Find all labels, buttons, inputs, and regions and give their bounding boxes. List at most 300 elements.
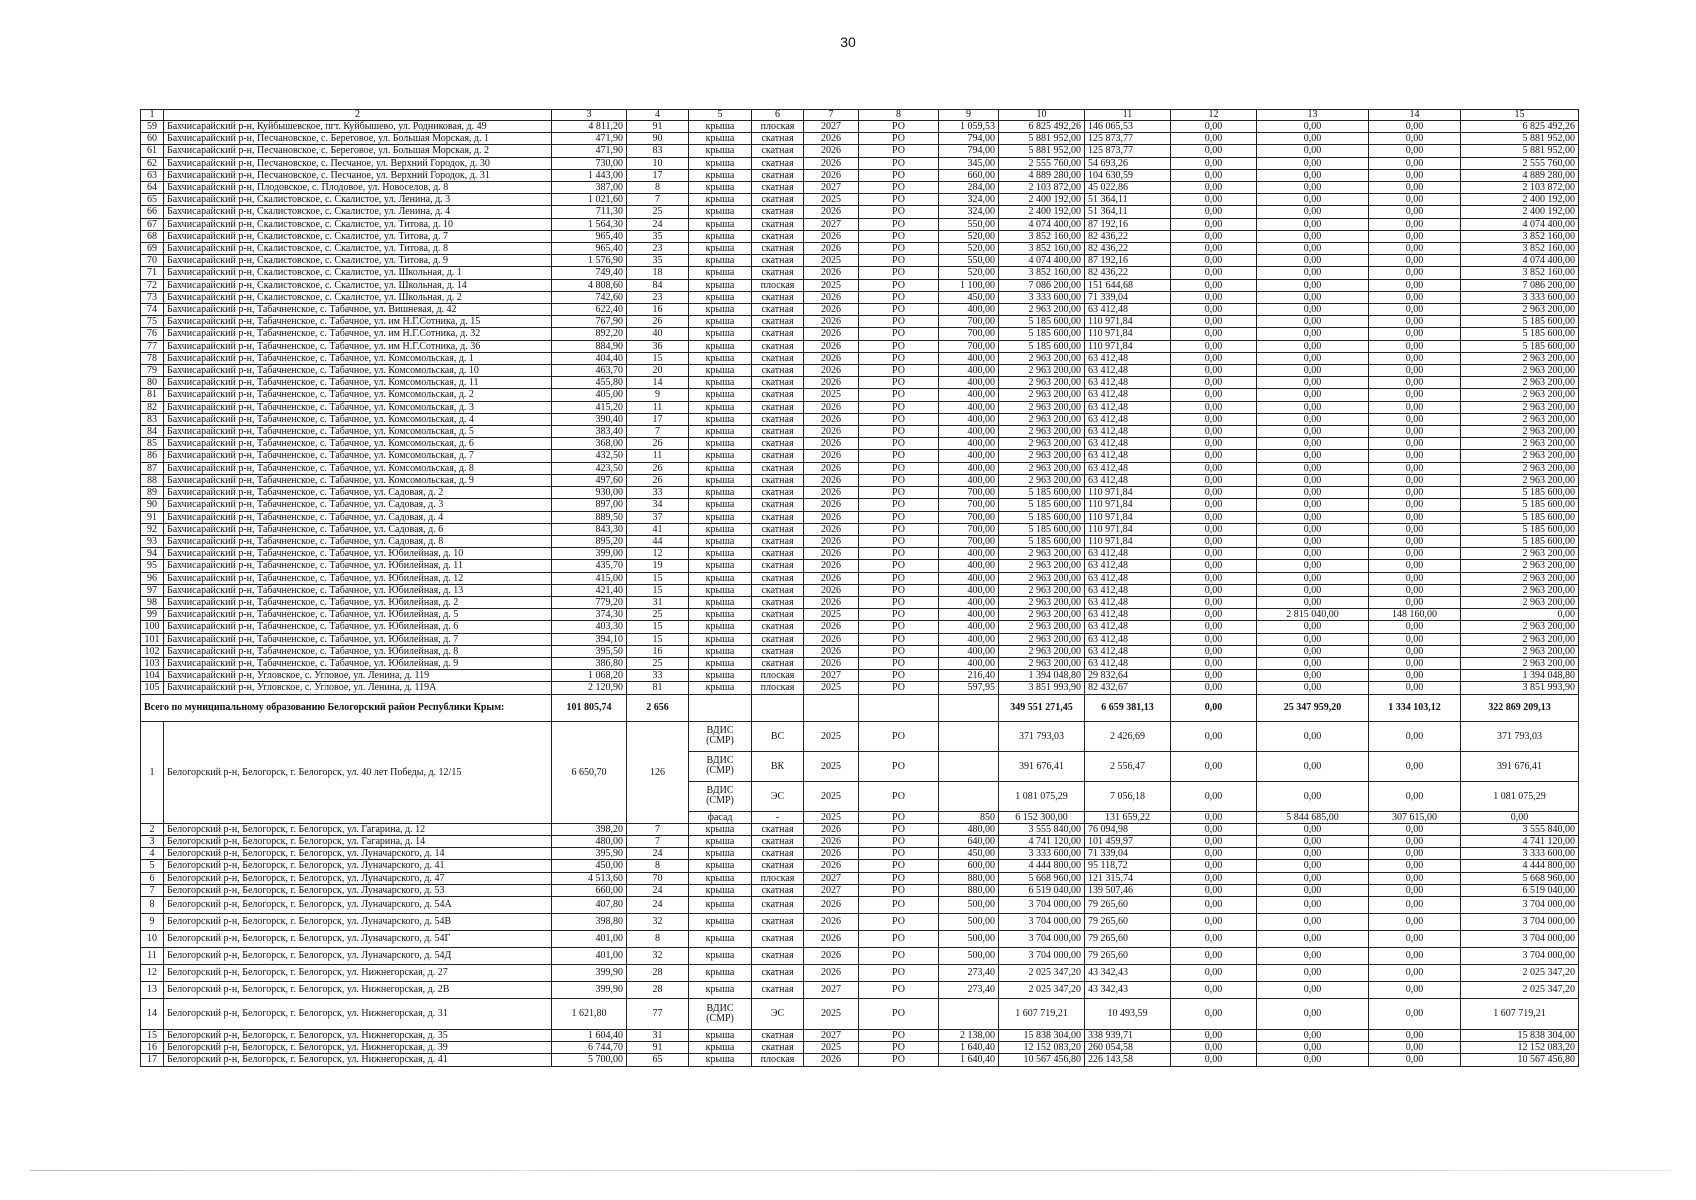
table-cell: 85 <box>141 438 164 450</box>
table-cell: 7 <box>141 884 164 896</box>
table-cell: 794,00 <box>939 133 999 145</box>
table-cell: 0,00 <box>1171 1042 1257 1054</box>
table-cell: 423,50 <box>552 462 627 474</box>
table-cell: 2026 <box>804 413 859 425</box>
table-cell: 2 963 200,00 <box>1461 426 1579 438</box>
table-cell: 1 621,80 <box>552 998 627 1029</box>
table-cell: Белогорский р-н, Белогорск, г. Белогорск, ул. Луначарского, д. 14 <box>164 848 552 860</box>
table-cell: 1 607 719,21 <box>1461 998 1579 1029</box>
table-cell: 9 <box>627 389 689 401</box>
table-cell: 98 <box>141 596 164 608</box>
table-row <box>141 389 1579 401</box>
table-cell: Белогорский р-н, Белогорск, г. Белогорск, ул. Луначарского, д. 53 <box>164 884 552 896</box>
table-cell: 5 185 600,00 <box>1461 328 1579 340</box>
table-cell: 0,00 <box>1171 1029 1257 1041</box>
table-row <box>141 645 1579 657</box>
table-row <box>141 279 1579 291</box>
table-cell: 0,00 <box>1369 947 1461 964</box>
table-cell: 126 <box>627 721 689 823</box>
table-cell: Бахчисарайский р-н, Угловское, с. Угловое, ул. Ленина, д. 119 <box>164 670 552 682</box>
table-cell: 767,90 <box>552 316 627 328</box>
table-cell: 0,00 <box>1257 621 1369 633</box>
table-cell: 404,40 <box>552 352 627 364</box>
table-cell: Бахчисарайский р-н, Табачненское, с. Табачное, ул. Комсомольская, д. 7 <box>164 450 552 462</box>
table-row <box>141 243 1579 255</box>
table-cell: 0,00 <box>1369 316 1461 328</box>
table-cell: РО <box>859 998 939 1029</box>
table-cell: Бахчисарайский р-н, Куйбышевское, пгт. Куйбышево, ул. Родниковая, д. 49 <box>164 121 552 133</box>
table-cell: 81 <box>627 682 689 694</box>
table-cell: 897,00 <box>552 499 627 511</box>
table-cell: 110 971,84 <box>1085 316 1171 328</box>
table-cell: 2 963 200,00 <box>1461 572 1579 584</box>
table-cell: 2027 <box>804 884 859 896</box>
table-cell: 5 185 600,00 <box>1461 340 1579 352</box>
table-cell: 480,00 <box>552 835 627 847</box>
table-cell: 226 143,58 <box>1085 1054 1171 1066</box>
table-cell: 63 412,48 <box>1085 304 1171 316</box>
table-cell: 0,00 <box>1171 947 1257 964</box>
table-cell: 398,80 <box>552 913 627 930</box>
table-cell: РО <box>859 121 939 133</box>
table-cell: 2 556,47 <box>1085 751 1171 781</box>
table-cell: 2 555 760,00 <box>1461 157 1579 169</box>
table-cell: 2026 <box>804 523 859 535</box>
table-cell: РО <box>859 243 939 255</box>
table-cell: крыша <box>689 243 752 255</box>
table-row <box>141 304 1579 316</box>
table-cell: 31 <box>627 1029 689 1041</box>
table-cell: 2026 <box>804 169 859 181</box>
table-cell: 398,20 <box>552 823 627 835</box>
table-cell: 89 <box>141 487 164 499</box>
table-cell: 0,00 <box>1257 947 1369 964</box>
table-row <box>141 884 1579 896</box>
table-cell: 0,00 <box>1257 548 1369 560</box>
table-cell: 0,00 <box>1171 316 1257 328</box>
table-row <box>141 913 1579 930</box>
table-cell: 371 793,03 <box>999 721 1085 751</box>
table-cell: 63 412,48 <box>1085 413 1171 425</box>
table-cell: 1 394 048,80 <box>999 670 1085 682</box>
table-cell: Бахчисарайский р-н, Табачненское, с. Табачное, ул. Комсомольская, д. 11 <box>164 377 552 389</box>
table-cell: РО <box>859 548 939 560</box>
column-number: 10 <box>999 110 1085 121</box>
table-cell: 0,00 <box>1369 645 1461 657</box>
table-cell: 0,00 <box>1369 548 1461 560</box>
table-cell: скатная <box>752 609 804 621</box>
table-cell: 65 <box>141 194 164 206</box>
scan-artifact-line <box>30 1170 1670 1171</box>
column-number: 6 <box>752 110 804 121</box>
table-cell: 33 <box>627 670 689 682</box>
table-cell: 1 394 048,80 <box>1461 670 1579 682</box>
table-cell: 2 400 192,00 <box>1461 194 1579 206</box>
table-cell: 0,00 <box>1171 377 1257 389</box>
table-cell: 0,00 <box>1257 474 1369 486</box>
table-cell: 1 443,00 <box>552 169 627 181</box>
table-cell: 2 963 200,00 <box>999 645 1085 657</box>
table-cell: 64 <box>141 182 164 194</box>
table-cell: 3 704 000,00 <box>1461 930 1579 947</box>
table-cell: 63 <box>141 169 164 181</box>
table-cell: 0,00 <box>1257 560 1369 572</box>
table-cell: 450,00 <box>939 291 999 303</box>
table-cell: скатная <box>752 596 804 608</box>
table-cell: 1 081 075,29 <box>1461 781 1579 811</box>
table-cell: 0,00 <box>1369 721 1461 751</box>
table-cell: 497,60 <box>552 474 627 486</box>
table-cell: 1 068,20 <box>552 670 627 682</box>
table-cell: скатная <box>752 560 804 572</box>
table-cell: 0,00 <box>1257 998 1369 1029</box>
table-cell: 11 <box>141 947 164 964</box>
table-cell: РО <box>859 194 939 206</box>
table-cell: 69 <box>141 243 164 255</box>
table-row <box>141 230 1579 242</box>
table-cell: 8 <box>141 896 164 913</box>
table-row <box>141 328 1579 340</box>
table-row <box>141 145 1579 157</box>
table-cell: 0,00 <box>1257 913 1369 930</box>
table-cell: 110 971,84 <box>1085 535 1171 547</box>
table-cell: 850 <box>939 811 999 823</box>
table-cell: скатная <box>752 426 804 438</box>
table-cell: 2026 <box>804 548 859 560</box>
table-cell: скатная <box>752 328 804 340</box>
table-row <box>141 572 1579 584</box>
table-cell: скатная <box>752 1042 804 1054</box>
table-cell: 0,00 <box>1369 291 1461 303</box>
table-cell: скатная <box>752 657 804 669</box>
table-cell: скатная <box>752 316 804 328</box>
table-cell: 711,30 <box>552 206 627 218</box>
table-cell: 2026 <box>804 621 859 633</box>
table-cell: 24 <box>627 218 689 230</box>
table-cell: скатная <box>752 981 804 998</box>
table-cell: Бахчисарайский р-н, Плодовское, с. Плодовое, ул. Новоселов, д. 8 <box>164 182 552 194</box>
column-number: 13 <box>1257 110 1369 121</box>
table-cell: 0,00 <box>1171 621 1257 633</box>
table-cell: 2026 <box>804 133 859 145</box>
table-cell: скатная <box>752 462 804 474</box>
table-cell: 12 152 083,20 <box>1461 1042 1579 1054</box>
table-cell: РО <box>859 499 939 511</box>
table-cell: скатная <box>752 947 804 964</box>
table-cell: 5 185 600,00 <box>999 328 1085 340</box>
table-cell: 0,00 <box>1171 206 1257 218</box>
table-cell: 3 852 160,00 <box>1461 267 1579 279</box>
table-cell: 2 963 200,00 <box>999 401 1085 413</box>
table-cell: 0,00 <box>1171 340 1257 352</box>
table-cell: 11 <box>627 450 689 462</box>
table-cell: 2026 <box>804 947 859 964</box>
column-number: 3 <box>552 110 627 121</box>
table-cell: 4 889 280,00 <box>1461 169 1579 181</box>
table-cell: РО <box>859 1054 939 1066</box>
table-cell: 0,00 <box>1257 835 1369 847</box>
table-cell: 471,90 <box>552 133 627 145</box>
table-cell: 2 656 <box>627 694 689 721</box>
table-cell: 2026 <box>804 487 859 499</box>
table-cell: 880,00 <box>939 884 999 896</box>
table-cell: скатная <box>752 230 804 242</box>
table-cell: 3 852 160,00 <box>1461 230 1579 242</box>
table-cell: 0,00 <box>1369 182 1461 194</box>
table-cell: 0,00 <box>1171 255 1257 267</box>
table-cell: крыша <box>689 1029 752 1041</box>
table-cell: 0,00 <box>1369 670 1461 682</box>
table-cell: 2 963 200,00 <box>999 596 1085 608</box>
table-cell: 0,00 <box>1171 230 1257 242</box>
table-cell: 0,00 <box>1369 657 1461 669</box>
table-cell: 82 436,22 <box>1085 230 1171 242</box>
table-cell: 0,00 <box>1369 848 1461 860</box>
table-cell: 0,00 <box>1171 133 1257 145</box>
table-cell: 0,00 <box>1369 751 1461 781</box>
table-cell: 18 <box>627 267 689 279</box>
table-cell: 0,00 <box>1257 121 1369 133</box>
table-cell: 20 <box>627 365 689 377</box>
table-cell: ВДИС (СМР) <box>689 998 752 1029</box>
table-cell: 2027 <box>804 872 859 884</box>
table-cell: 2 963 200,00 <box>999 621 1085 633</box>
table-cell: 742,60 <box>552 291 627 303</box>
table-cell: 324,00 <box>939 206 999 218</box>
table-cell: скатная <box>752 633 804 645</box>
table-cell: крыша <box>689 572 752 584</box>
table-cell: 415,20 <box>552 401 627 413</box>
table-cell: 72 <box>141 279 164 291</box>
table-cell: 2 400 192,00 <box>999 194 1085 206</box>
table-cell: 0,00 <box>1369 121 1461 133</box>
table-cell: 12 <box>141 964 164 981</box>
table-cell: 0,00 <box>1369 438 1461 450</box>
table-cell: РО <box>859 169 939 181</box>
table-row <box>141 340 1579 352</box>
table-cell: Бахчисарайский р-н, Табачненское, с. Табачное, ул. Юбилейная, д. 8 <box>164 645 552 657</box>
table-cell: скатная <box>752 511 804 523</box>
table-cell: 13 <box>141 981 164 998</box>
table-cell: 2025 <box>804 781 859 811</box>
table-cell: 2 963 200,00 <box>1461 548 1579 560</box>
table-cell: скатная <box>752 474 804 486</box>
table-row <box>141 1029 1579 1041</box>
table-cell: 125 873,77 <box>1085 145 1171 157</box>
table-cell: 2 025 347,20 <box>999 981 1085 998</box>
table-cell: Белогорский р-н, Белогорск, г. Белогорск, ул. Луначарского, д. 54В <box>164 913 552 930</box>
table-cell: 0,00 <box>1257 462 1369 474</box>
table-cell: 0,00 <box>1257 572 1369 584</box>
table-cell: 0,00 <box>1171 860 1257 872</box>
table-cell: Бахчисарайский р-н, Табачненское, с. Табачное, ул. Садовая, д. 8 <box>164 535 552 547</box>
table-cell: 0,00 <box>1369 377 1461 389</box>
table-cell: 15 838 304,00 <box>999 1029 1085 1041</box>
table-cell: Бахчисарайский р-н, Скалистовское, с. Скалистое, ул. Титова, д. 7 <box>164 230 552 242</box>
table-cell: 6 <box>141 872 164 884</box>
table-cell: 387,00 <box>552 182 627 194</box>
table-cell: 0,00 <box>1369 340 1461 352</box>
table-cell: Белогорский р-н, Белогорск, г. Белогорск, ул. Нижнегорская, д. 31 <box>164 998 552 1029</box>
table-cell: 59 <box>141 121 164 133</box>
table-cell: 5 881 952,00 <box>1461 145 1579 157</box>
table-cell: крыша <box>689 511 752 523</box>
table-cell: 2 963 200,00 <box>1461 401 1579 413</box>
table-cell: 2026 <box>804 930 859 947</box>
table-cell: скатная <box>752 401 804 413</box>
table-cell: 386,80 <box>552 657 627 669</box>
table-cell: 77 <box>141 340 164 352</box>
table-cell: 0,00 <box>1257 157 1369 169</box>
table-cell: 0,00 <box>1369 884 1461 896</box>
table-cell: 260 054,58 <box>1085 1042 1171 1054</box>
table-cell: скатная <box>752 133 804 145</box>
table-cell: РО <box>859 609 939 621</box>
table-cell: 383,40 <box>552 426 627 438</box>
table-cell: крыша <box>689 584 752 596</box>
table-cell: 2 963 200,00 <box>1461 633 1579 645</box>
table-cell: крыша <box>689 182 752 194</box>
column-number-row <box>141 110 1579 121</box>
table-cell: 0,00 <box>1257 255 1369 267</box>
table-cell: 0,00 <box>1257 1029 1369 1041</box>
table-cell: 0,00 <box>1171 584 1257 596</box>
table-cell: 2026 <box>804 596 859 608</box>
table-cell: 0,00 <box>1257 896 1369 913</box>
table-cell: 2026 <box>804 913 859 930</box>
table-cell: скатная <box>752 243 804 255</box>
table-cell: 0,00 <box>1369 835 1461 847</box>
table-cell: 0,00 <box>1257 377 1369 389</box>
table-cell: РО <box>859 389 939 401</box>
table-cell: 0,00 <box>1171 413 1257 425</box>
table-cell: 10 493,59 <box>1085 998 1171 1029</box>
table-cell: 1 576,90 <box>552 255 627 267</box>
table-cell: 0,00 <box>1369 413 1461 425</box>
table-cell: 17 <box>627 169 689 181</box>
table-cell: РО <box>859 670 939 682</box>
table-cell: 0,00 <box>1369 462 1461 474</box>
table-cell: Бахчисарайский р-н, Скалистовское, с. Скалистое, ул. Титова, д. 9 <box>164 255 552 267</box>
table-cell: 400,00 <box>939 657 999 669</box>
table-cell: 7 <box>627 426 689 438</box>
table-cell: 63 412,48 <box>1085 450 1171 462</box>
table-cell: 5 668 960,00 <box>1461 872 1579 884</box>
table-cell: 15 <box>627 352 689 364</box>
table-cell: РО <box>859 572 939 584</box>
table-cell: 2 963 200,00 <box>1461 352 1579 364</box>
table-cell: 0,00 <box>1369 230 1461 242</box>
table-cell: 0,00 <box>1369 682 1461 694</box>
table-cell: 394,10 <box>552 633 627 645</box>
table-row <box>141 291 1579 303</box>
table-cell: 550,00 <box>939 218 999 230</box>
table-cell: Белогорский р-н, Белогорск, г. Белогорск, ул. Луначарского, д. 54Г <box>164 930 552 947</box>
table-cell: 63 412,48 <box>1085 560 1171 572</box>
table-cell: 600,00 <box>939 860 999 872</box>
table-cell: 2025 <box>804 811 859 823</box>
table-cell: 2 963 200,00 <box>1461 584 1579 596</box>
table-cell: 403,30 <box>552 621 627 633</box>
table-cell: 0,00 <box>1171 811 1257 823</box>
table-row <box>141 182 1579 194</box>
table-cell: 1 607 719,21 <box>999 998 1085 1029</box>
table-cell: Белогорский р-н, Белогорск, г. Белогорск, ул. Луначарского, д. 54Д <box>164 947 552 964</box>
table-cell: РО <box>859 267 939 279</box>
table-cell: 2026 <box>804 462 859 474</box>
table-cell: 5 185 600,00 <box>1461 535 1579 547</box>
table-cell: крыша <box>689 206 752 218</box>
table-cell: 2 426,69 <box>1085 721 1171 751</box>
table-cell: 399,90 <box>552 981 627 998</box>
table-cell: 3 852 160,00 <box>1461 243 1579 255</box>
table-cell: 45 022,86 <box>1085 182 1171 194</box>
table-cell: 371 793,03 <box>1461 721 1579 751</box>
table-cell: 7 <box>627 823 689 835</box>
table-cell: РО <box>859 872 939 884</box>
table-cell: 2 963 200,00 <box>1461 304 1579 316</box>
table-cell: 324,00 <box>939 194 999 206</box>
table-cell: 63 412,48 <box>1085 426 1171 438</box>
table-cell: 2026 <box>804 645 859 657</box>
table-cell: 400,00 <box>939 633 999 645</box>
table-cell: РО <box>859 365 939 377</box>
table-cell: 400,00 <box>939 377 999 389</box>
table-cell <box>939 781 999 811</box>
table-cell: 2026 <box>804 860 859 872</box>
table-row <box>141 438 1579 450</box>
table-cell: 24 <box>627 848 689 860</box>
table-cell <box>804 694 859 721</box>
column-number: 2 <box>164 110 552 121</box>
table-cell: 87 192,16 <box>1085 255 1171 267</box>
table-cell: 0,00 <box>1369 401 1461 413</box>
table-cell: РО <box>859 645 939 657</box>
table-cell: скатная <box>752 487 804 499</box>
table-cell: Бахчисарайский р-н, Табачненское, с. Табачное, ул. Юбилейная, д. 12 <box>164 572 552 584</box>
table-cell: 2026 <box>804 352 859 364</box>
table-cell: 76 <box>141 328 164 340</box>
table-cell: скатная <box>752 169 804 181</box>
table-cell: Бахчисарайский р-н, Табачненское, с. Табачное, ул. Садовая, д. 4 <box>164 511 552 523</box>
table-cell: скатная <box>752 255 804 267</box>
table-cell: 640,00 <box>939 835 999 847</box>
table-cell: 400,00 <box>939 450 999 462</box>
table-cell: 400,00 <box>939 462 999 474</box>
table-cell: 139 507,46 <box>1085 884 1171 896</box>
table-cell: 1 640,40 <box>939 1042 999 1054</box>
table-cell: 65 <box>627 1054 689 1066</box>
table-cell: 14 <box>627 377 689 389</box>
table-cell: 16 <box>141 1042 164 1054</box>
column-number: 14 <box>1369 110 1461 121</box>
table-cell: плоская <box>752 670 804 682</box>
table-cell: 104 <box>141 670 164 682</box>
table-cell: 0,00 <box>1171 913 1257 930</box>
table-cell: РО <box>859 913 939 930</box>
table-cell: РО <box>859 316 939 328</box>
table-cell: 2025 <box>804 721 859 751</box>
table-cell: 2 963 200,00 <box>999 462 1085 474</box>
table-cell: 4 444 800,00 <box>1461 860 1579 872</box>
table-cell: 794,00 <box>939 145 999 157</box>
table-cell: Бахчисарайский р-н, Табачненское, с. Табачное, ул. Комсомольская, д. 6 <box>164 438 552 450</box>
table-cell: 51 364,11 <box>1085 206 1171 218</box>
table-cell: РО <box>859 781 939 811</box>
table-cell: 10 <box>141 930 164 947</box>
table-cell: 2026 <box>804 474 859 486</box>
table-cell: 0,00 <box>1369 255 1461 267</box>
